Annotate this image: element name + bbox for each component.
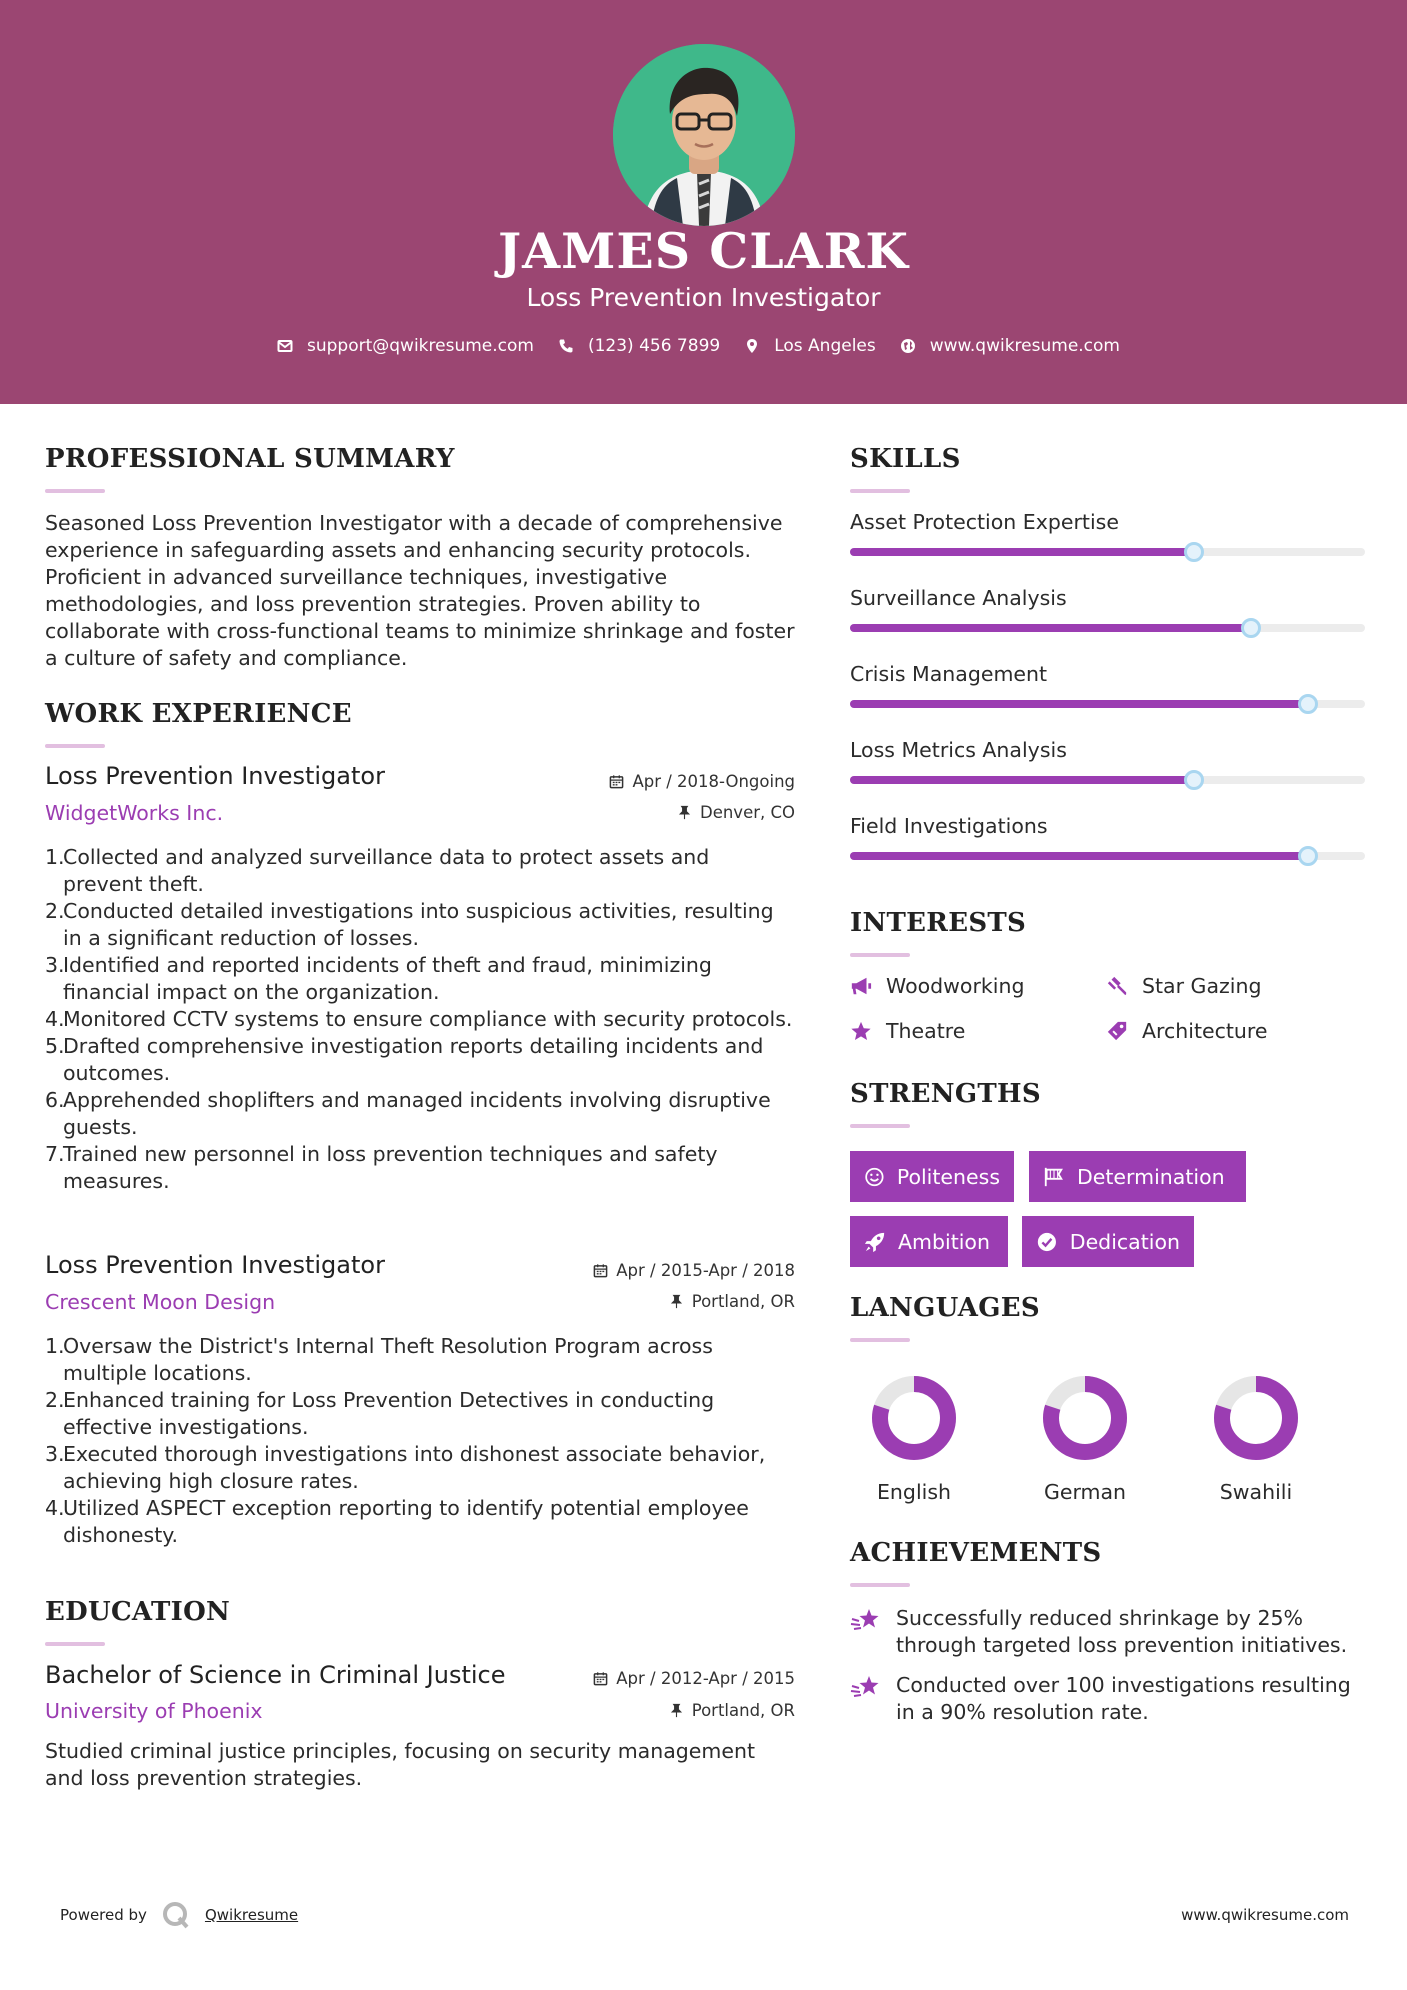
- contact-website[interactable]: [900, 336, 1120, 356]
- location-text: Los Angeles: [774, 336, 876, 356]
- skill-level-handle: [1241, 618, 1261, 638]
- skill-level-handle: [1298, 694, 1318, 714]
- skill-bar-fill: [850, 852, 1308, 860]
- interest-architecture: [1106, 1019, 1268, 1043]
- education-location: [669, 1701, 795, 1720]
- language-donut: [870, 1374, 958, 1462]
- interests-heading: INTERESTS: [850, 908, 1027, 938]
- interest-theatre: [850, 1019, 965, 1043]
- school-name[interactable]: University of Phoenix: [45, 1699, 263, 1723]
- achievements-heading: ACHIEVEMENTS: [850, 1538, 1102, 1568]
- strength-determination: [1029, 1151, 1246, 1202]
- list-item: 1. Oversaw the District's Internal Theft Resolution Program across multiple locations.: [45, 1334, 713, 1385]
- phone-icon: [558, 338, 574, 354]
- strengths-heading: STRENGTHS: [850, 1079, 1041, 1109]
- skill-bar-track: [850, 852, 1365, 860]
- company-name[interactable]: WidgetWorks Inc.: [45, 801, 224, 825]
- achievement-text: Successfully reduced shrinkage by 25% through targeted loss prevention initiatives.: [896, 1606, 1348, 1657]
- check-circle-icon: [1036, 1231, 1058, 1253]
- contact-email[interactable]: [277, 336, 534, 356]
- skill-level-handle: [1184, 770, 1204, 790]
- globe-icon: [900, 338, 916, 354]
- list-item: 3. Identified and reported incidents of theft and fraud, minimizing financial impact on the organization.: [45, 953, 712, 1004]
- job-dates: [609, 772, 795, 791]
- contact-bar: [0, 336, 1407, 356]
- list-item: 1. Collected and analyzed surveillance data to protect assets and prevent theft.: [45, 845, 710, 896]
- skill-name: Surveillance Analysis: [850, 586, 1067, 610]
- strength-dedication: [1022, 1216, 1194, 1267]
- language-item: [1030, 1374, 1140, 1504]
- language-name: German: [1043, 1480, 1127, 1504]
- skills-heading: SKILLS: [850, 444, 961, 474]
- achievement-text: Conducted over 100 investigations resulting in a 90% resolution rate.: [896, 1673, 1351, 1724]
- job-title: Loss Prevention Investigator: [45, 762, 385, 790]
- strength-politeness: [850, 1151, 1014, 1202]
- list-item: 2. Conducted detailed investigations into suspicious activities, resulting in a significant reduction of losses.: [45, 899, 774, 950]
- contact-location: [744, 336, 876, 356]
- list-item: 4. Monitored CCTV systems to ensure compliance with security protocols.: [45, 1007, 793, 1031]
- skill-bar-fill: [850, 700, 1308, 708]
- envelope-icon: [277, 338, 293, 354]
- education-dates: [593, 1669, 795, 1688]
- list-item: 2. Enhanced training for Loss Prevention Detectives in conducting effective investigations.: [45, 1388, 715, 1439]
- degree-title: Bachelor of Science in Criminal Justice: [45, 1661, 506, 1689]
- section-divider: [45, 744, 105, 748]
- email-text: support@qwikresume.com: [307, 336, 534, 356]
- skill-bar-track: [850, 776, 1365, 784]
- profile-photo: [613, 44, 795, 226]
- skill-name: Field Investigations: [850, 814, 1048, 838]
- job-location: [677, 803, 795, 822]
- job-dates-text: Apr / 2015-Apr / 2018: [616, 1261, 795, 1280]
- skill-row: [850, 814, 1365, 838]
- education-description: Studied criminal justice principles, focusing on security management and loss prevention strategies.: [45, 1739, 756, 1790]
- gavel-icon: [1106, 975, 1128, 997]
- achievement-item: [850, 1605, 1365, 1659]
- skill-level-handle: [1184, 542, 1204, 562]
- person-portrait-icon: [613, 44, 795, 226]
- footer-powered-by: [60, 1900, 298, 1930]
- section-divider: [850, 489, 910, 493]
- strength-label: Ambition: [898, 1229, 990, 1254]
- skill-level-handle: [1298, 846, 1318, 866]
- language-item: [859, 1374, 969, 1504]
- education-heading: EDUCATION: [45, 1597, 231, 1627]
- section-divider: [850, 1124, 910, 1128]
- strength-ambition: [850, 1216, 1008, 1267]
- section-divider: [850, 1338, 910, 1342]
- qwikresume-link[interactable]: Qwikresume: [204, 1906, 299, 1924]
- skill-name: Crisis Management: [850, 662, 1048, 686]
- website-text: www.qwikresume.com: [929, 336, 1120, 356]
- candidate-title: Loss Prevention Investigator: [526, 283, 881, 312]
- list-item: 6. Apprehended shoplifters and managed incidents involving disruptive guests.: [45, 1088, 771, 1139]
- list-item: 3. Executed thorough investigations into dishonest associate behavior, achieving high closure rates.: [45, 1442, 766, 1493]
- resume-header: [0, 0, 1407, 404]
- skill-name: Loss Metrics Analysis: [850, 738, 1067, 762]
- skill-name: Asset Protection Expertise: [850, 510, 1119, 534]
- language-name: English: [876, 1480, 952, 1504]
- pushpin-icon: [669, 1703, 684, 1718]
- job-location-text: Denver, CO: [699, 803, 795, 822]
- job-location: [669, 1292, 795, 1311]
- section-divider: [850, 1583, 910, 1587]
- job-bullets: [45, 844, 795, 1195]
- list-item: 4. Utilized ASPECT exception reporting to identify potential employee dishonesty.: [45, 1496, 749, 1547]
- skill-row: [850, 586, 1365, 610]
- calendar-icon: [593, 1671, 608, 1686]
- skill-row: [850, 738, 1365, 762]
- flag-icon: [1043, 1166, 1065, 1188]
- strength-label: Determination: [1077, 1164, 1225, 1189]
- job-location-text: Portland, OR: [691, 1292, 795, 1311]
- section-divider: [45, 489, 105, 493]
- strength-label: Dedication: [1069, 1229, 1180, 1254]
- interest-label: Woodworking: [886, 974, 1025, 998]
- interest-label: Theatre: [886, 1019, 966, 1043]
- shooting-star-icon: [850, 1674, 882, 1702]
- shooting-star-icon: [850, 1607, 882, 1635]
- languages-heading: LANGUAGES: [850, 1293, 1040, 1323]
- education-dates-text: Apr / 2012-Apr / 2015: [616, 1669, 795, 1688]
- contact-phone[interactable]: [558, 336, 720, 356]
- company-name[interactable]: Crescent Moon Design: [45, 1290, 276, 1314]
- pushpin-icon: [669, 1294, 684, 1309]
- footer-website[interactable]: www.qwikresume.com: [1181, 1906, 1349, 1924]
- skill-row: [850, 510, 1365, 534]
- calendar-icon: [593, 1263, 608, 1278]
- education-location-text: Portland, OR: [691, 1701, 795, 1720]
- job-title: Loss Prevention Investigator: [45, 1251, 385, 1279]
- skill-row: [850, 662, 1365, 686]
- skill-bar-fill: [850, 776, 1194, 784]
- skill-bar-fill: [850, 624, 1251, 632]
- pushpin-icon: [677, 805, 692, 820]
- list-item: 5. Drafted comprehensive investigation reports detailing incidents and outcomes.: [45, 1034, 764, 1085]
- job-dates-text: Apr / 2018-Ongoing: [632, 772, 795, 791]
- interest-label: Architecture: [1142, 1019, 1268, 1043]
- section-divider: [850, 953, 910, 957]
- language-name: Swahili: [1219, 1480, 1293, 1504]
- language-donut: [1212, 1374, 1300, 1462]
- job-bullets: [45, 1333, 795, 1549]
- summary-text: Seasoned Loss Prevention Investigator with a decade of comprehensive experience in safeguarding assets and enhancing security protocols. Proficient in advanced surveillance techniques, investigative methodologies, and loss prevention strategies. Proven ability to collaborate with cross-functional teams to minimize shrinkage and foster a culture of safety and compliance.: [45, 511, 795, 670]
- language-item: [1201, 1374, 1311, 1504]
- qwikresume-logo-icon: [161, 1900, 191, 1930]
- tag-icon: [1106, 1020, 1128, 1042]
- phone-text: (123) 456 7899: [587, 336, 721, 356]
- skill-bar-track: [850, 624, 1365, 632]
- skill-bar-track: [850, 700, 1365, 708]
- smile-icon: [864, 1166, 885, 1188]
- experience-heading: WORK EXPERIENCE: [45, 699, 352, 729]
- skill-bar-fill: [850, 548, 1194, 556]
- map-pin-icon: [744, 338, 760, 354]
- interest-woodworking: [850, 974, 1024, 998]
- interest-label: Star Gazing: [1142, 974, 1262, 998]
- powered-by-label: Powered by: [60, 1906, 147, 1924]
- rocket-icon: [864, 1231, 886, 1253]
- list-item: 7. Trained new personnel in loss prevention techniques and safety measures.: [45, 1142, 718, 1193]
- skill-bar-track: [850, 548, 1365, 556]
- bullhorn-icon: [850, 975, 872, 997]
- achievement-item: [850, 1672, 1365, 1726]
- summary-heading: PROFESSIONAL SUMMARY: [45, 444, 455, 474]
- job-dates: [593, 1261, 795, 1280]
- calendar-icon: [609, 774, 624, 789]
- candidate-name: JAMES CLARK: [497, 222, 909, 280]
- interest-star-gazing: [1106, 974, 1261, 998]
- language-donut: [1041, 1374, 1129, 1462]
- strength-label: Politeness: [896, 1164, 1000, 1189]
- section-divider: [45, 1642, 105, 1646]
- star-icon: [850, 1020, 872, 1042]
